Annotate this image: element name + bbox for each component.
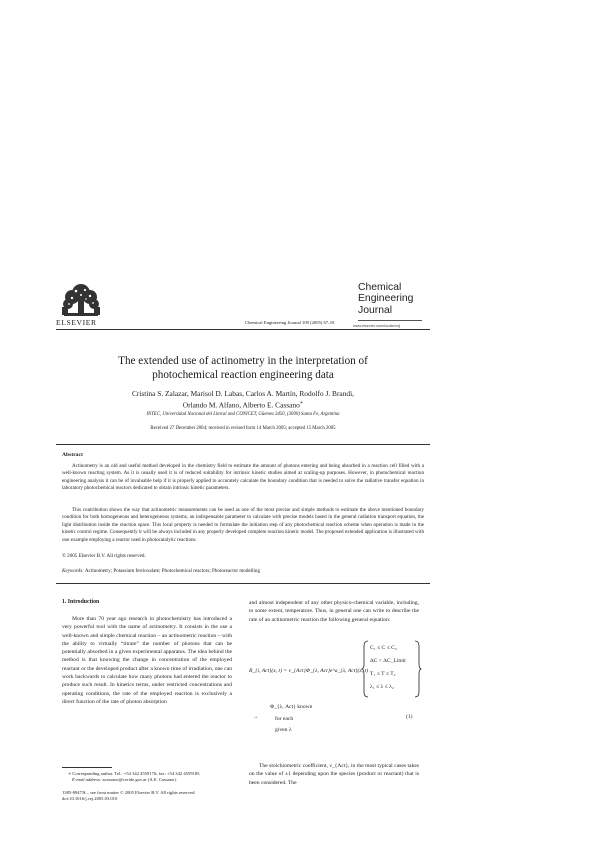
equation-known <box>270 702 312 737</box>
header-divider <box>56 329 430 330</box>
introduction-paragraph-left: More than 70 year ago research in photochemistry has introduced a very powerful tool with the name of actinometry. It consists in the use a well-known and simple chemical reaction – an actinometric reaction – with the ability to virtually “titrate” the number of photons that can be potentially absorbed in a given experimental apparatus. The idea behind the method is that knowing the change in concentration of the employed reactant or the developed product after a known time of irradiation, one can work backwards to calculate how many photons had entered the reactor to produce such result. In kinetics terms, under restricted concentrations and operating conditions, the rate of the employed reaction is exclusively a direct function of the rate of photon absorption <box>62 616 232 705</box>
condition-3: T₁ ≤ T ≤ T₂ <box>370 671 396 677</box>
journal-citation: Chemical Engineering Journal 109 (2005) 67–81 <box>245 320 335 325</box>
equation-1 <box>249 638 429 733</box>
keywords <box>62 568 424 575</box>
abstract-heading: Abstract <box>62 452 83 458</box>
introduction-paragraph-right: and almost independent of any other physico-chemical variable, including, to some extent, temperature. Thus, in general one can write to describe the rate of an actinometric reaction the following general equation: <box>249 600 419 623</box>
journal-logo-line-1: Chemical <box>358 282 402 293</box>
issn-line: 1385-8947/$ – see front matter © 2005 Elsevier B.V. All rights reserved. <box>62 790 196 795</box>
equation-number: (1) <box>406 714 413 720</box>
condition-1: C₁ ≤ C ≤ C₂ <box>370 645 397 651</box>
footnote-email-label: E-mail address: <box>72 777 102 783</box>
article-footer <box>62 790 312 802</box>
journal-logo-line-2: Engineering <box>358 293 414 305</box>
condition-4: λ₁ ≤ λ ≤ λ₂ <box>370 684 394 690</box>
footnote-mark: ∗ <box>68 771 72 776</box>
keywords-label: Keywords: <box>62 568 84 574</box>
left-brace-icon <box>361 640 369 698</box>
article-title-line-1: The extended use of actinometry in the interpretation of <box>118 355 368 367</box>
copyright-notice: © 2005 Elsevier B.V. All rights reserved. <box>62 553 146 559</box>
journal-url[interactable]: www.elsevier.com/locate/cej <box>353 324 401 328</box>
section-heading-introduction: 1. Introduction <box>62 599 100 605</box>
abstract-top-divider <box>56 444 430 445</box>
authors-line-1: Cristina S. Zalazar, Marisol D. Labas, Carlos A. Martín, Rodolfo J. Brandi, <box>131 389 354 398</box>
journal-logo-divider <box>358 320 422 321</box>
corresponding-author-mark[interactable]: ∗ <box>299 401 304 407</box>
article-title <box>56 355 430 382</box>
received-dates: Received 27 December 2004; received in revised form 14 March 2005; accepted 15 March 2005 <box>150 426 336 431</box>
footnote-divider <box>62 767 112 768</box>
authors-line-2: Orlando M. Alfano, Alberto E. Cassano <box>182 400 300 410</box>
condition-2: ΔC < ΔC_Limit <box>370 658 406 664</box>
introduction-paragraph-right-2: The stoichiometric coefficient, ν_{Act}, in the most typical cases takes on the value of ±1 depending upon the species (product or reactant) that is been considered. The <box>249 763 419 786</box>
equation-lhs: R_{i, Act}(x, t) = ν_{Act}Φ_{λ, Act}e^a_{λ, Act}(x, t) <box>249 668 369 674</box>
known-line-2: for each <box>275 715 294 722</box>
footnote <box>62 771 242 783</box>
abstract-bottom-divider <box>56 583 430 584</box>
right-brace-icon <box>414 640 422 698</box>
equation-conditions <box>370 642 406 694</box>
known-line-1: Φ_{λ, Act} known <box>270 704 313 710</box>
keywords-list: Actinometry; Potassium ferrioxalate; Photochemical reactors; Photoreactor modelling <box>83 568 261 574</box>
abstract-paragraph-1: Actinometry is an old and useful method developed in the chemistry field to estimate the amount of photons entering and being absorbed in a reaction cell filled with a well-known reacting system. As it is usually used it is of reduced suitability for intrinsic kinetic studies aimed at scaling-up purposes. However, in photochemical reaction engineering analysis it can be of invaluable help if it is properly applied to accurately calculate the boundary condition that is needed to solve the radiative transfer equation in laboratory photochemical reactors dedicated to obtain intrinsic kinetic parameters. <box>62 463 424 492</box>
footnote-contact: Corresponding author. Tel.: +54 342 4559176; fax: +54 342 4559185. <box>71 771 201 776</box>
doi-line[interactable]: doi:10.1016/j.cej.2005.03.010 <box>62 796 118 802</box>
elsevier-wordmark: ELSEVIER <box>56 318 97 327</box>
elsevier-tree-icon <box>60 283 102 317</box>
abstract-paragraph-2: This contribution shows the way that actinometric measurements can be used as one of the most precise and simple methods to estimate the above mentioned boundary condition for both homogeneous and heterogeneous systems, an indispensable parameter to calculate with precise models based in the general radiation transport equation, the light distribution inside the reaction space. This local property is needed to formulate the initiation step of any photochemical reaction scheme when operation is made in the kinetic control regime. Consequently it will be always included in any properly developed complete reaction kinetic model. The proposed extended application is illustrated with one example employing a reactor used in photocatalytic reactions. <box>62 507 424 543</box>
affiliation: INTEC, Universidad Nacional del Litoral and CONICET, Güemes 3450, (3000) Santa Fe, Argentina <box>146 412 340 417</box>
journal-logo-line-3: Journal <box>358 304 393 316</box>
arrow-icon: → <box>253 714 259 720</box>
article-title-line-2: photochemical reaction engineering data <box>152 368 334 381</box>
footnote-email[interactable]: acassano@ceride.gov.ar (A.E. Cassano). <box>101 777 177 783</box>
known-line-3: given λ <box>275 727 292 733</box>
author-list <box>56 389 430 411</box>
journal-logo <box>358 282 426 316</box>
